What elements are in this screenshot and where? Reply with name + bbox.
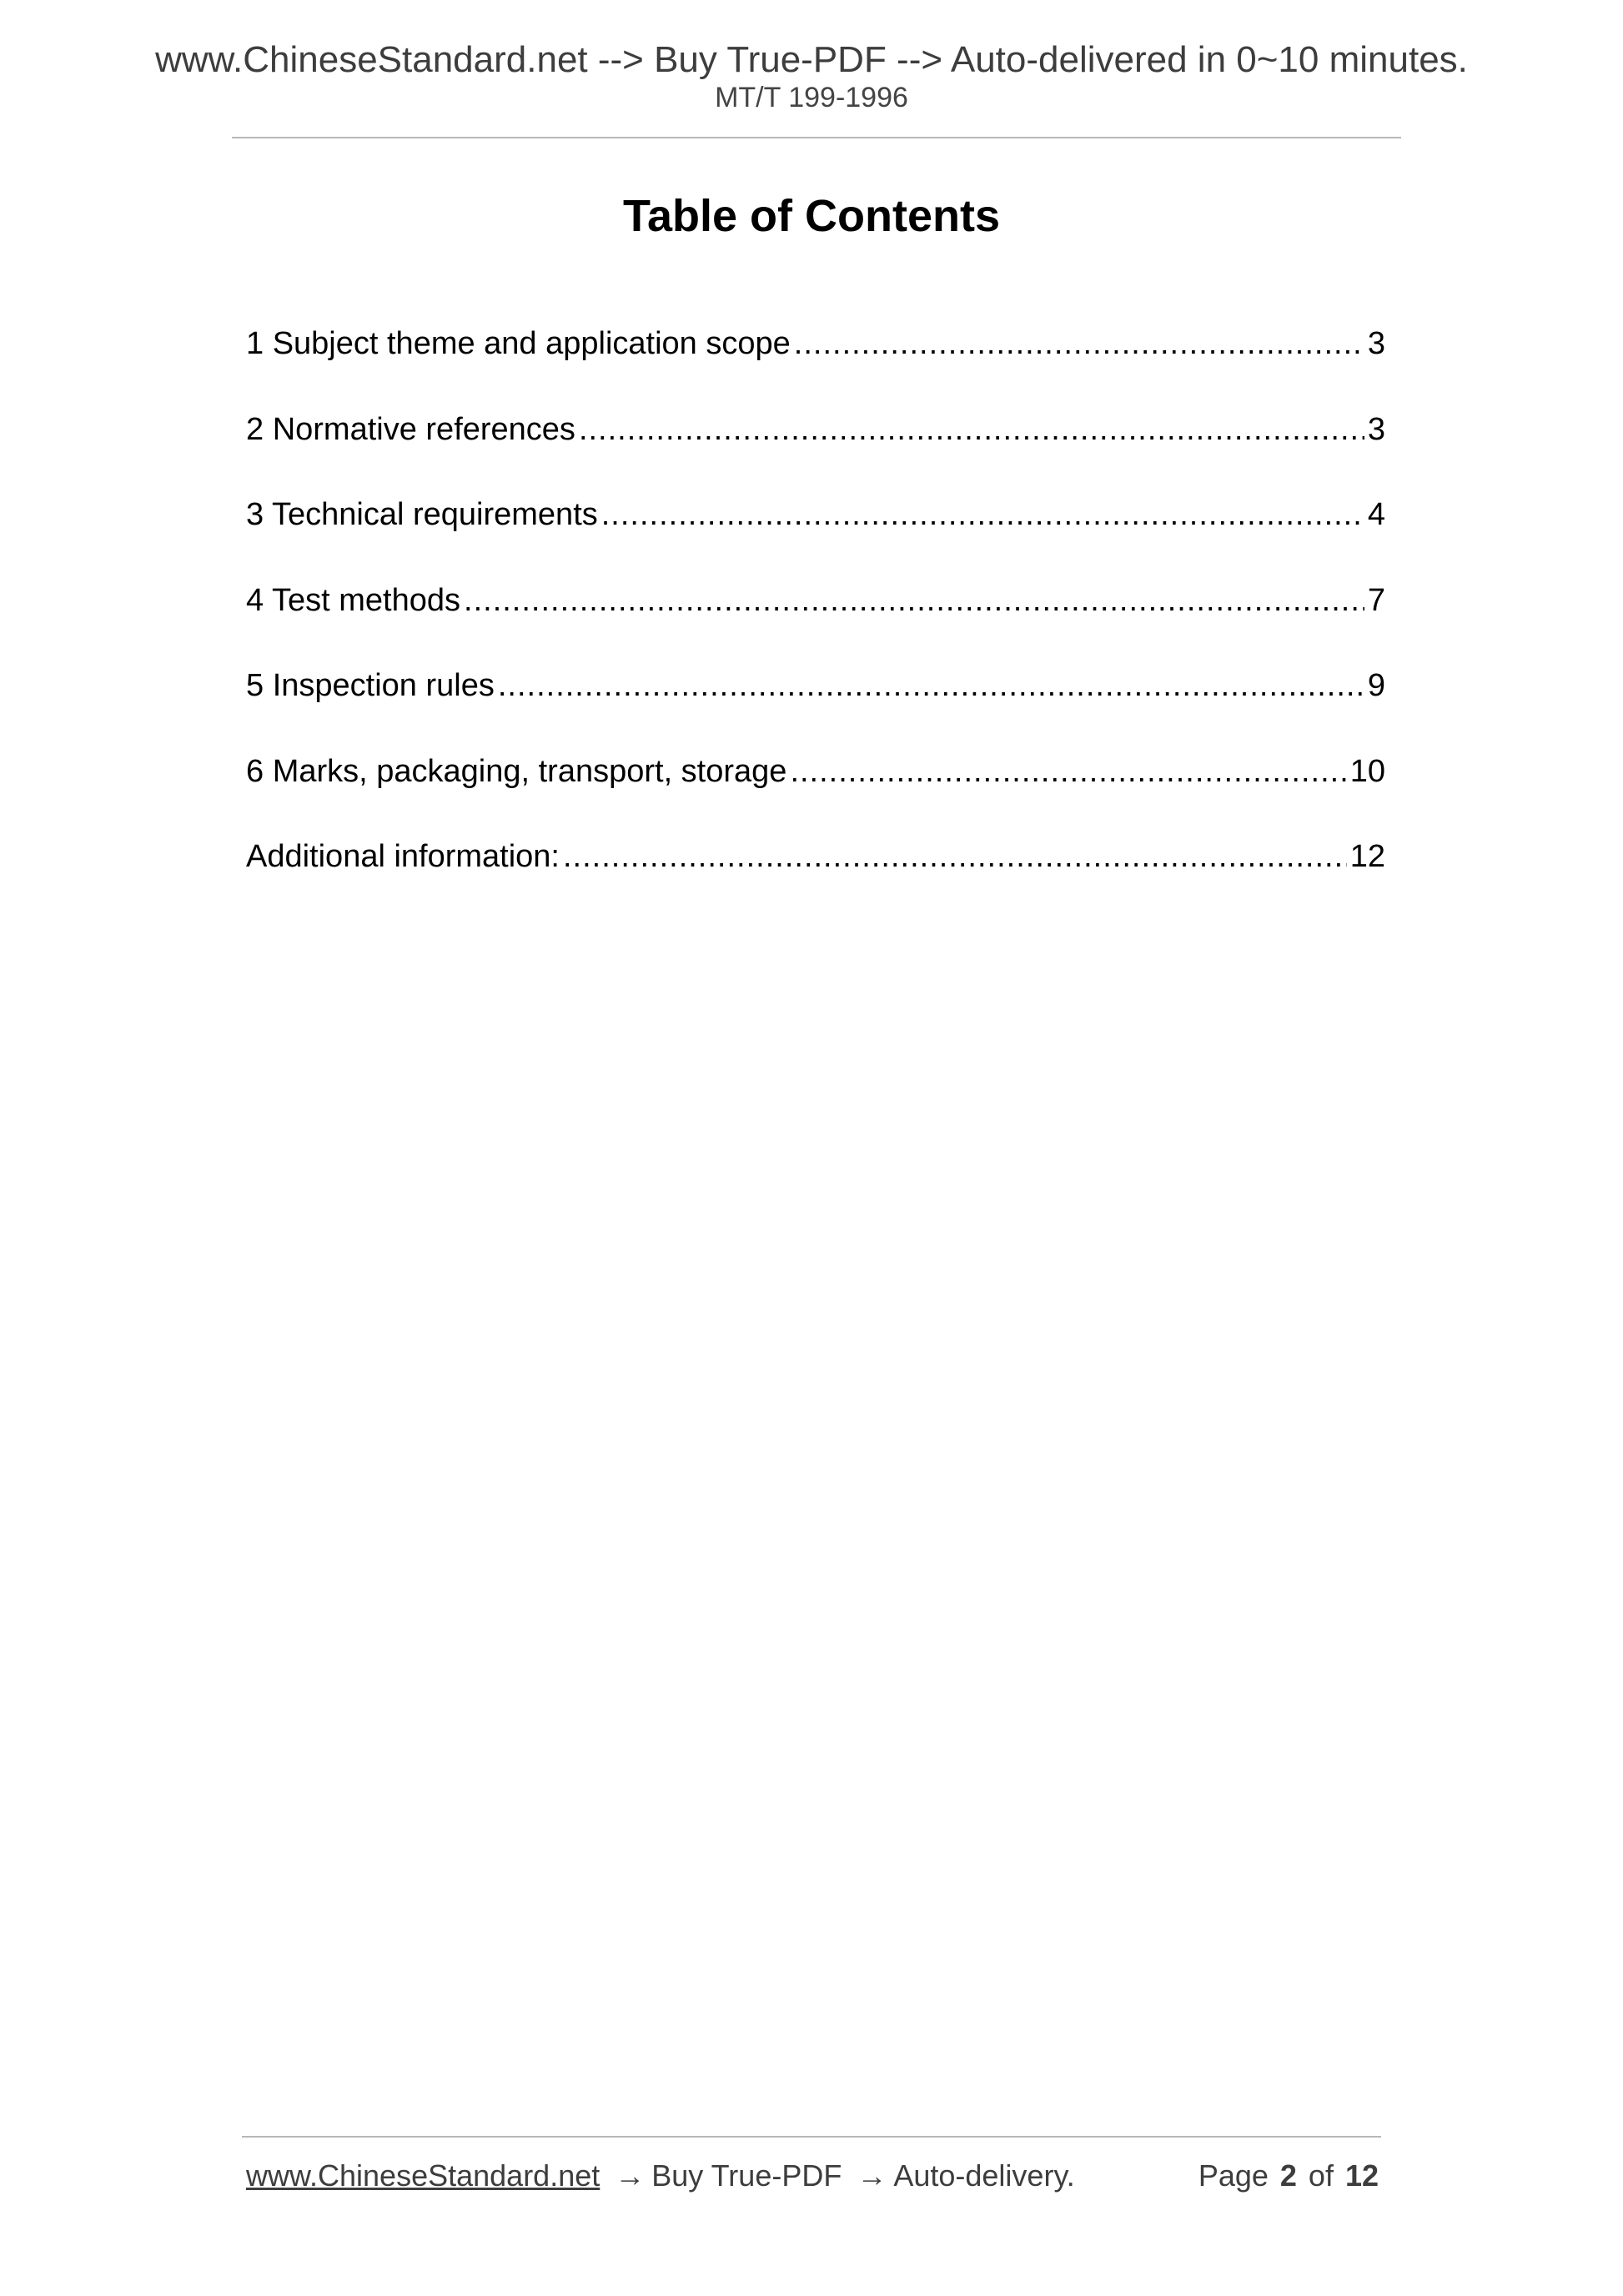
- of-word: of: [1308, 2158, 1334, 2193]
- toc-entry-label: 4 Test methods: [246, 582, 461, 618]
- dot-leader: [464, 585, 1364, 616]
- dot-leader: [498, 670, 1364, 701]
- site-link[interactable]: www.ChineseStandard.net: [246, 2158, 600, 2193]
- toc-entry-label: 2 Normative references: [246, 411, 575, 447]
- dot-leader: [563, 841, 1347, 872]
- page-indicator: [1198, 2158, 1379, 2193]
- toc-entry-4-test-methods[interactable]: [246, 582, 1385, 671]
- toc-entry-page: 12: [1349, 839, 1385, 874]
- toc-entry-label: 5 Inspection rules: [246, 668, 495, 703]
- toc-entry-label: Additional information:: [246, 839, 560, 874]
- document-code: MT/T 199-1996: [715, 82, 908, 113]
- toc-entry-2-normative-references[interactable]: [246, 411, 1385, 500]
- toc-entry-page: 3: [1367, 326, 1385, 361]
- dot-leader: [579, 414, 1364, 445]
- dot-leader: [790, 756, 1346, 787]
- page-word: Page: [1198, 2158, 1269, 2193]
- toc-entry-page: 3: [1367, 411, 1385, 447]
- toc-entry-3-technical-requirements[interactable]: [246, 499, 1385, 585]
- arrow-right-icon: →: [615, 2158, 646, 2193]
- footer-divider: [242, 2136, 1381, 2138]
- toc-entry-page: 7: [1367, 582, 1385, 618]
- current-page-number: 2: [1279, 2158, 1297, 2193]
- toc-entry-label: 3 Technical requirements: [246, 497, 598, 532]
- toc-entry-additional-information[interactable]: [246, 841, 1385, 927]
- toc-entry-1-subject-theme[interactable]: [246, 328, 1385, 414]
- table-of-contents: [246, 328, 1385, 927]
- toc-entry-6-marks-packaging[interactable]: [246, 753, 1385, 842]
- toc-entry-label: 6 Marks, packaging, transport, storage: [246, 753, 787, 789]
- toc-entry-page: 10: [1349, 753, 1385, 789]
- arrow-right-icon: →: [857, 2158, 887, 2193]
- dot-leader: [794, 328, 1364, 359]
- toc-entry-label: 1 Subject theme and application scope: [246, 326, 791, 361]
- footer-delivery-text: Auto-delivery.: [893, 2158, 1075, 2193]
- total-pages-number: 12: [1344, 2158, 1379, 2193]
- header-banner: www.ChineseStandard.net --> Buy True-PDF --> Auto-delivered in 0~10 minutes.: [155, 39, 1468, 80]
- page-title: Table of Contents: [623, 191, 1000, 241]
- dot-leader: [601, 499, 1364, 530]
- toc-entry-page: 9: [1367, 668, 1385, 703]
- toc-entry-5-inspection-rules[interactable]: [246, 670, 1385, 756]
- header-divider: [232, 137, 1401, 138]
- footer-buy-text: Buy True-PDF: [651, 2158, 842, 2193]
- toc-entry-page: 4: [1367, 497, 1385, 532]
- page-footer: [246, 2158, 1380, 2193]
